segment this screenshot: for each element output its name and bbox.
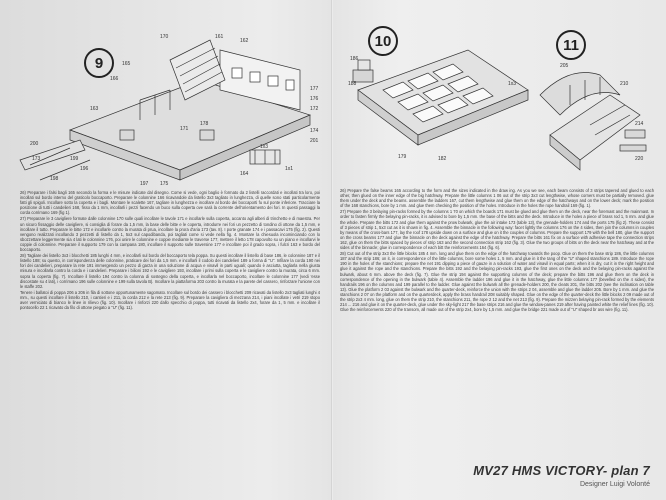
fig9-label: 166 <box>110 76 119 82</box>
fig9-label: 196 <box>80 166 89 172</box>
paragraph: Tenere i ballatoi di poppa 206 a 206 in fila di sottone opportunamente sagomato. Incollare sul bordo dei cassero i blocchetti 209 ricavati da listello 2x3 tagliati lunghi 4 mm., su questi incollare il listello 210, i cantieri e i 211, la corda 212 e la rete 213 (fig. 9). Preparare la cavigliera di mezzana 214, i piani incollate i vetri 219 stopo aver verniciato di bianco le linee in rilievo (fig. 10). Incollare i rinforzi 220 dallo specchio di poppa, tutti ricavati da listello 2x4, forare da 1, 5 mm. e incollare il pontocello 22 1 ricavato da filo di ottone piegato a "U" (fig. 11). <box>20 289 320 311</box>
figure-11-number: 11 <box>556 30 586 60</box>
figure-11-drawing <box>530 55 660 185</box>
fig9-label: 163 <box>90 106 99 112</box>
fig9-label: 176 <box>310 96 319 102</box>
fig10-label: 1x3 <box>508 81 517 87</box>
designer-credit: Designer Luigi Volonté <box>579 481 650 488</box>
fig9-label: 177 <box>310 86 319 92</box>
figure-9-drawing <box>10 20 330 190</box>
instructions-italian <box>20 190 320 440</box>
fig9-label: 164 <box>240 171 249 177</box>
figure-9-number: 9 <box>84 48 114 78</box>
fig9-label: 197 <box>140 181 149 187</box>
paragraph: 26) Preparare i falsi bagli 165 secondo la forma e le misure indicate dal disegno. Come si vede, ogni baglio è formato da 2 listelli raccordati e incollati tra loro, poi incollati sul bordo interno del graticolo boccaporto. Preparare le colonnine 166 ricavandole da listello 3x3 tagliato in lunghezza, di quelle sono stati particolarmente fatti gli spigoli. Incollare sotto la coperta e i bagli. Montare le scalette 167, tagliare in lunghezza e incollare al bordo dei boccaporti fu sul ponte inferiore. Tracciare la posizione di tutti i candelieri 168, fisso da 1 mm, incollarli i pezzi facendo un buco sulla coperta ove sarà la corrente dell'orientamento dei fori. In questi passaggi la corda corrimano 169 (fig 1). <box>20 190 320 216</box>
paragraph: 28) Tagliare dei listello 3x3 i blocchetti 185 lunghi 4 mm, e incollarli sul bordo del boccaporto tela poppa. Su questi incollare il listello di base 186, le colonnine 187 e il listello 188; su questo, in corrispondenza delle colonnine, praticare dei fori da 1,5 mm. e incollarli il codolo dei candelieri 189 a forma di "U". Infilare la corda 190 nei fori dei candelieri, preparare la rete 191 immergendo un pezzo di garza in una soluzione di acqua e vinavil in parti uguali; quando è asciutta, tagliarla nella giusta misura e incollarla contro la corda e i candelieri. Preparare i bilioni 192 e le cavigliere 193, incollare i primi sulla coperta e le cavigliere contro la murata, circa 6 mm. sopra la coperta (fig. 7). Incollare il listello 194 contro la colonna di sostegno della coperta, e incollarla nel boccaporto, incollare le colonnine 177 (vedi 'esse discostate su 4 lati), i corrimano 196 sulle colonnine e 199 sulla tavola B). Incollare la piattaforma 203 contro la murata e la parete del cassero, rinforzare l'unione con le staffe 202. <box>20 253 320 289</box>
fig9-label: 199 <box>70 156 79 162</box>
fig10-label: 188 <box>348 81 357 87</box>
page-fold <box>331 0 333 500</box>
paragraph: 27) Prepare the 3 belaying pin-racks formed by the columns 1 70 on which the boards 171 must be glued and glue them on the deck, near the foremast and the mainmast. In order to fasten firmly the belaying pin-racks, it is advised to bore by 1,5 mm. the base of the bitts and the deck. Introduce in the holes a piece of brass rod 1, 5 mm. and glue the whole. Prepare the bitts 172 and glue them against the prow bulwark, glue the air intake 173 (table 13), the grenade-holders 174 and the ports 175 (fig 2). These consist of 3 pieces of strip 1, 5x3 cut as it is shown in fig. 4. Assemble the binnacle in the following way: facet lightly the columns 176 on the 4 sides, then join the columns in couples by means of the cross-bars 177, lay the roof 178 upside down on a surface and glue on it the couples of columns. Prepare the support 179 with the bell 180, glue the support on the cross beams 177 and glue the binnacle on the deck against the edge of the hatchway. Prepare the bitts 161 fix on a surface with adhesive tape the connection strips 162, glue on them the bitts spaced by pieces of strip 163 and the second connection strip 162 (fig. 3). Glue the two groups of bitts on the deck near the hatchway and at the sides of the binnacle; glue in correspondence of each bitt the reinforcements 164 (fig. 6). <box>340 209 654 251</box>
fig11-label: 205 <box>560 63 569 69</box>
plan-title: MV27 HMS VICTORY- plan 7 <box>473 463 650 478</box>
figure-10-number: 10 <box>368 26 398 56</box>
fig10-label: 186 <box>350 56 359 62</box>
fig9-label: 170 <box>160 34 169 40</box>
fig9-label: 1x3 <box>260 144 269 150</box>
fig11-label: 220 <box>635 156 644 162</box>
fig9-label: 178 <box>200 121 209 127</box>
fig9-label: 162 <box>240 38 249 44</box>
instructions-english <box>340 188 654 456</box>
fig9-label: 173 <box>32 156 41 162</box>
figure-10-drawing <box>348 40 538 180</box>
fig9-label: 161 <box>215 34 224 40</box>
fig9-label: 175 <box>160 181 169 187</box>
fig11-label: 210 <box>620 81 629 87</box>
fig9-label: 198 <box>50 176 59 182</box>
paragraph: 27) Preparare le 3 cavigliere formate dalle colonnine 170 sulle quali incollare le tavole 171 e incollarle sulla coperta, accanto agli alberi di trinchetto e di maestra. Per un sicuro fissaggio delle cavigliere, si consiglia di forare da 1,5 mm, la base delle bitte e le coperta, introdurre nei fori un pezzetto di tondino di ottone da 1,5 mm, e incollare il tutto. Preparare le bitte 172 e incollarle contro la murata di prua, incollare la prora d'aria 173 (tav. 8). I porte granate 174 e i passacavi 175 (fig. 2). Questi vengono realizzati incollando 3 pezzetti di listello da 1, 5x3 sul capodibanda, poi tagliati come si vede nella fig. 4. Montare la chiesuola incominciando con lo sbozzettare leggermente sia 4 lati le colonnine 176, poi unire le colonnine e coppie mediante le traverse 177, mettere il letto 178 capovolto su un piano e incollarvi le coppie di colonnine. Preparare il supporto 179 con la campana 180, incollare il supporto sulle traversine 177 e incollare poi il grado sopra, i fulcri 163 e bordo del boccaporto. <box>20 216 320 253</box>
fig10-label: 182 <box>438 156 447 162</box>
fig9-label: 165 <box>122 61 131 67</box>
fig9-label: 172 <box>310 106 319 112</box>
fig9-label: 201 <box>310 138 319 144</box>
fig9-label: 171 <box>180 126 189 132</box>
fig9-label: 1x1 <box>285 166 294 172</box>
paragraph: 28) Cut out of the strip 3x3 the little blocks 185 4 mm. long and glue them on the edge of the hatchway towards the poop. Glue on them the base strip 186, the little columns 187 and the strip 186; on it, in correspondence of the little columns, bore some holes 1, 5 mm. and glue in it the tang of the "U" shaped stanchions 189. Introduce the rope 190 in the holes of the stanchions; prepare the net 191 dipping a piece of gauze in a solution of water and vinavil in equal parts; when it is dry, cut it in the right height and glue it against the rope and the stanchions. Prepare the bitts 192 and the belaying pin-racks 193, glue the first ones on the deck and the belaying pin-racks against the bulwark, about 6 mm. above the deck (fig. 7). Glue the strip 194 against the supporting columns of the deck; prepare the bitts 196 and glue them on the deck in correspondence of the opening in the bulwark (table 4). Assemble the ladder 196 and glue it in the hatchway, glue the little columns 177 (bevelled on the 4 sides), the handrails 196 on the columns and 199 parallel to the ladder. Glue against the bulwark all the grenade-holders 200, the cleats 201, the bitts 202 (see the inclination on table 13). Glue the platform 2 03 against the bulwark and the quarter-deck, reinforce the union with the strips 2 04, assemble and glue the ladder 205. Bore by 1 mm. and glue the stanchions 2 07 on the platform and on the quarterdeck, apply the brass handrail 208 suitably shaped. Glue on the edge of the quarter-deck the little blocks 2 09 made out of the strip 2x3 4 mm. long, glue on them the strip 210, the stanchions 211, the rope 2 12 and the net 213 (fig. 9). Prepare the mizzen belaying pin-rack formed by the elements 214 ... 216 and glue it on the quarter-deck, glue under the sky-light 217 the base strips 216 and glue the window-panes 219 after having painted white the relief lines (fig. 10). Glue the reinforcements 220 of the transom, all made out of the strip 2x4, bore by 1,5 mm. and glue the bridge 221 made out of "U" shaped br ass wire (fig. 11). <box>340 251 654 313</box>
fig11-label: 214 <box>635 121 644 127</box>
fig9-label: 174 <box>310 128 319 134</box>
fig10-label: 179 <box>398 154 407 160</box>
paragraph: 26) Prepare the false beams 165 according to the form and the sizes indicated in the draw ing. As you we see, each beam consists of 3 strips tapered and glued to each other, then glued on the inner edge of the big hatchway. Prepare the little columns 1 06 out of the strip 3x3 cut lengthwise, whose corners must be partially removed. glue them under the deck and the beams. assemble the ladders 167, cut them lengthwise and glue them on the edge of the hatchways and on the lower deck; mark the position of the 168 stanchions, bore by 1 mm. and glue them checking the position of the holes. Introduce in the holes the rope handrail 169 (fig. 1). <box>340 188 654 209</box>
fig9-label: 200 <box>30 141 39 147</box>
